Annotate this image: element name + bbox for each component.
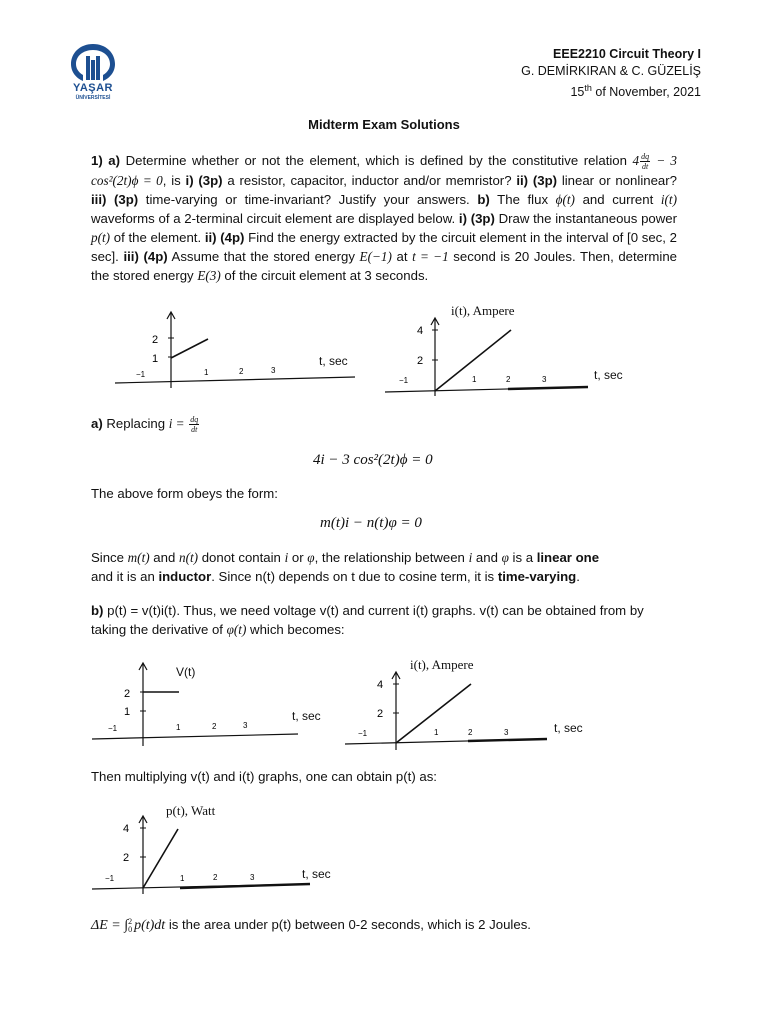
current-tick-x2: 2 <box>506 375 511 384</box>
flux-tick-m1: −1 <box>136 370 146 379</box>
flux-x-axis <box>115 377 355 383</box>
voltage-tick-m1: −1 <box>108 724 118 733</box>
page-title: Midterm Exam Solutions <box>308 117 460 132</box>
flux-x-label: t, sec <box>319 354 348 368</box>
current-graph-2 <box>340 668 570 752</box>
voltage-graph <box>88 660 318 750</box>
logo-text: YAŞAR <box>73 82 113 94</box>
equation-1: 4i − 3 cos²(2t)ϕ = 0 <box>313 452 433 468</box>
power-tick-x3: 3 <box>250 873 255 882</box>
power-waveform <box>143 829 178 888</box>
current-tick-x3: 3 <box>542 375 547 384</box>
flux-tick-2: 2 <box>152 334 159 346</box>
current-x-bold <box>508 387 588 389</box>
solution-b-paragraph: b) p(t) = v(t)i(t). Thus, we need voltage v(t) and current i(t) graphs. v(t) can be obtained from by taking the derivative of φ(t) which becomes: <box>91 603 644 637</box>
solution-a-line: a) Replacing i = $\frac{dq}{dt}$ <box>91 415 199 435</box>
flux-waveform <box>171 339 208 358</box>
logo-subtext: ÜNİVERSİTESİ <box>75 95 111 101</box>
current-x-label: t, sec <box>594 368 623 382</box>
power-x-label: t, sec <box>302 867 331 881</box>
voltage-x-label: t, sec <box>292 709 321 723</box>
power-tick-2: 2 <box>123 852 130 864</box>
current-label-1: i(t), Ampere <box>451 303 515 318</box>
question-paragraph: 1) a) Determine whether or not the element, which is defined by the constitutive relation 4 $\frac{dq}{dt}$ − 3 cos²(2t)ϕ = 0, is i) (3p) a resistor, capacitor, inductor and/or memristor? ii) (3p) linear or nonlinear? iii) (3p) time-varying or time-invariant? Justify your answers. b) The flux ϕ(t) and current i(t) waveforms of a 2-terminal circuit element are displayed below. i) (3p) Draw the instantaneous power p(t) of the element. ii) (4p) Find the energy extracted by the circuit element in the interval of [0 sec, 2 sec]. iii) (4p) Assume that the stored energy E(−1) at t = −1 second is 20 Joules. Then, determine the stored energy E(3) of the circuit element at 3 seconds. <box>91 152 677 284</box>
current-tick-2: 2 <box>417 355 424 367</box>
voltage-x-axis <box>92 734 298 739</box>
header-block <box>521 46 701 101</box>
voltage-tick-x3: 3 <box>243 721 248 730</box>
final-line: ΔE = ∫ 2 0 p(t)dt is the area under p(t) between 0-2 seconds, which is 2 Joules. <box>91 916 531 934</box>
voltage-tick-x2: 2 <box>212 722 217 731</box>
logo-emblem-icon <box>66 42 120 82</box>
form-text: The above form obeys the form: <box>91 486 278 501</box>
current-graph <box>380 314 610 398</box>
current2-tick-m1: −1 <box>358 729 368 738</box>
current2-x-label: t, sec <box>554 721 583 735</box>
flux-graph <box>110 308 360 388</box>
equation-2: m(t)i − n(t)φ = 0 <box>320 515 422 531</box>
current2-tick-2: 2 <box>377 708 384 720</box>
flux-tick-x2: 2 <box>239 367 244 376</box>
multiply-text: Then multiplying v(t) and i(t) graphs, one can obtain p(t) as: <box>91 769 437 784</box>
current2-tick-x2: 2 <box>468 728 473 737</box>
power-tick-x1: 1 <box>180 874 185 883</box>
flux-tick-x1: 1 <box>204 368 209 377</box>
voltage-tick-1: 1 <box>124 706 131 718</box>
course-title: EEE2210 Circuit Theory I <box>553 47 701 61</box>
power-label: p(t), Watt <box>166 803 216 818</box>
authors: G. DEMİRKIRAN & C. GÜZELİŞ <box>521 64 701 78</box>
since-paragraph: Since m(t) and n(t) donot contain i or φ, the relationship between i and φ is a linear one and it is an inductor. Since n(t) depends on t due to cosine term, it is time-varying. <box>91 550 600 584</box>
current-tick-4: 4 <box>417 325 424 337</box>
power-graph <box>88 812 328 896</box>
power-tick-x2: 2 <box>213 873 218 882</box>
current-tick-m1: −1 <box>399 376 409 385</box>
flux-tick-1: 1 <box>152 353 159 365</box>
exam-date: 15th of November, 2021 <box>570 83 701 100</box>
current-tick-x1: 1 <box>472 375 477 384</box>
current2-tick-4: 4 <box>377 679 384 691</box>
current-label-2: i(t), Ampere <box>410 657 474 672</box>
current2-tick-x3: 3 <box>504 728 509 737</box>
university-logo <box>66 42 120 102</box>
flux-tick-x3: 3 <box>271 366 276 375</box>
current2-tick-x1: 1 <box>434 728 439 737</box>
power-tick-m1: −1 <box>105 874 115 883</box>
voltage-tick-2: 2 <box>124 688 131 700</box>
power-tick-4: 4 <box>123 823 130 835</box>
voltage-tick-x1: 1 <box>176 723 181 732</box>
voltage-label: V(t) <box>176 665 196 679</box>
